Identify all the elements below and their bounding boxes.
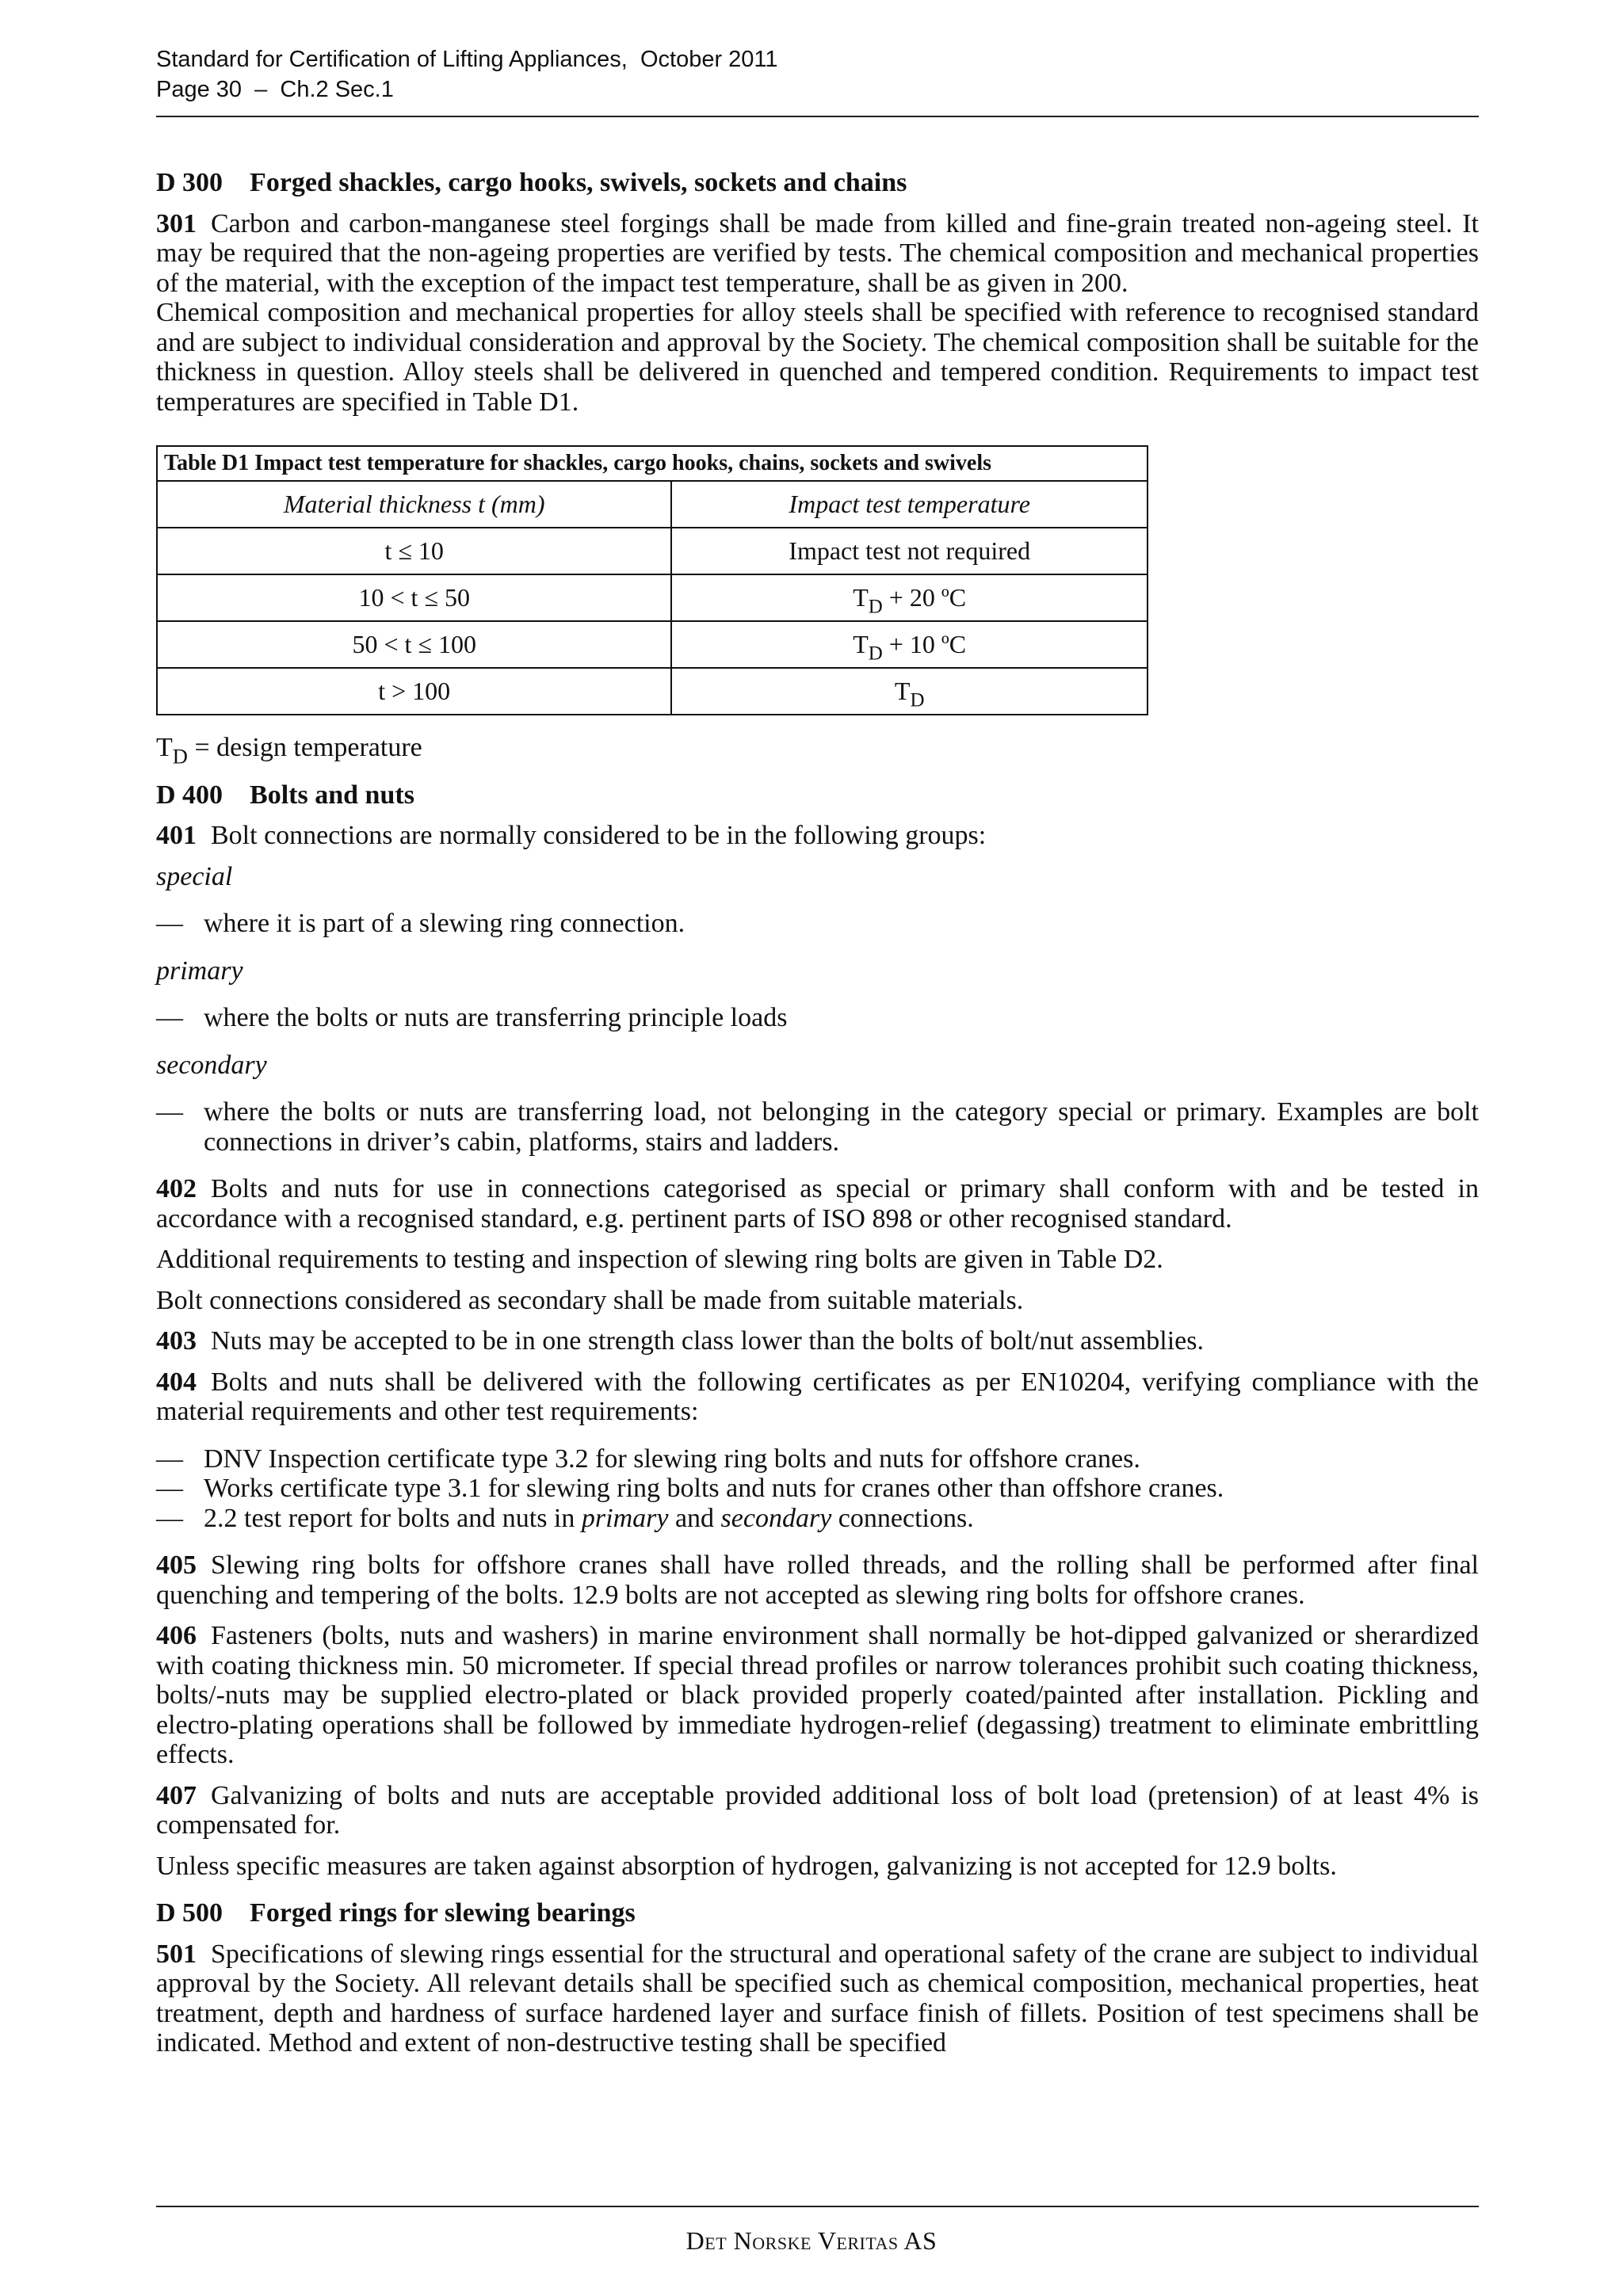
- temp-subscript: D: [868, 596, 883, 618]
- temp-subscript: D: [868, 643, 883, 665]
- note-symbol: T: [156, 733, 173, 762]
- temp-offset: + 20 ºC: [882, 582, 967, 612]
- cell-temperature: [671, 574, 1148, 621]
- table-row: [157, 528, 1148, 574]
- paragraph-403: [156, 1326, 1479, 1356]
- paragraph-401: [156, 821, 1479, 851]
- certificate-item: [156, 1504, 1479, 1534]
- paragraph-text: Galvanizing of bolts and nuts are acceptable provided additional loss of bolt load (pretension) of at least 4% is compensated for.: [156, 1780, 1479, 1840]
- temp-offset: + 10 ºC: [882, 629, 967, 658]
- paragraph-number: 402: [156, 1174, 197, 1203]
- paragraph-407b: Unless specific measures are taken against absorption of hydrogen, galvanizing is not accepted for 12.9 bolts.: [156, 1851, 1337, 1881]
- paragraph-406: [156, 1621, 1479, 1770]
- paragraph-text: Slewing ring bolts for offshore cranes shall have rolled threads, and the rolling shall be performed after final quenching and tempering of the bolts. 12.9 bolts are not accepted as slewing ring bolts for offshore cranes.: [156, 1550, 1479, 1610]
- paragraph-text: Bolt connections are normally considered to be in the following groups:: [211, 821, 987, 850]
- page-footer: Det Norske Veritas AS: [685, 2226, 938, 2255]
- table-caption-row: [157, 446, 1148, 481]
- cell-temperature: [671, 621, 1148, 668]
- paragraph-number: 407: [156, 1780, 197, 1810]
- cert-text: and: [668, 1503, 721, 1533]
- table-row: [157, 574, 1148, 621]
- paragraph-501: [156, 1939, 1479, 2058]
- cell-temperature: [671, 668, 1148, 715]
- paragraph-text: Nuts may be accepted to be in one strength class lower than the bolts of bolt/nut assemblies.: [211, 1326, 1204, 1356]
- note-subscript: D: [172, 744, 188, 769]
- paragraph-402: [156, 1174, 1479, 1234]
- temp-subscript: D: [910, 689, 925, 711]
- section-heading-d400: D 400 Bolts and nuts: [156, 780, 414, 810]
- column-header-thickness: Material thickness t (mm): [157, 481, 671, 528]
- cert-text: connections.: [831, 1503, 974, 1533]
- group-label-special: special: [156, 861, 233, 891]
- group-item-secondary: — where the bolts or nuts are transferring load, not belonging in the category special or primary. Examples are bolt connections in driver’s cabin, platforms, stairs and ladders.: [156, 1097, 1479, 1157]
- cert-term-secondary: secondary: [720, 1503, 832, 1533]
- footer-rule: [156, 2206, 1479, 2207]
- temp-symbol: T: [894, 676, 911, 705]
- paragraph-405: [156, 1550, 1479, 1610]
- paragraph-number: 404: [156, 1367, 197, 1397]
- temp-symbol: T: [853, 629, 869, 658]
- paragraph-text: Specifications of slewing rings essential for the structural and operational safety of the crane are subject to individual approval by the Society. All relevant details shall be specified such as chemical composition, mechanical properties, heat treatment, depth and hardness of surface hardened layer and surface finish of fillets. Position of test specimens shall be indicated. Method and extent of non-destructive testing shall be specified: [156, 1939, 1479, 2058]
- cell-thickness: t ≤ 10: [157, 528, 671, 574]
- table-row: [157, 621, 1148, 668]
- paragraph-number: 403: [156, 1326, 197, 1356]
- cell-thickness: t > 100: [157, 668, 671, 715]
- group-item-primary: — where the bolts or nuts are transferring principle loads: [156, 1003, 1479, 1033]
- paragraph-text: Fasteners (bolts, nuts and washers) in marine environment shall normally be hot-dipped galvanized or sherardized with coating thickness min. 50 micrometer. If special thread profiles or narrow tolerances prohibit such coating thickness, bolts/-nuts may be supplied electro-plated or black provided properly coated/painted after installation. Pickling and electro-plating operations shall be followed by immediate hydrogen-relief (degassing) treatment to eliminate embrittling effects.: [156, 1621, 1479, 1769]
- group-item-special: — where it is part of a slewing ring connection.: [156, 909, 1479, 939]
- paragraph-404: [156, 1367, 1479, 1427]
- paragraph-number: 301: [156, 208, 197, 238]
- section-heading-d500: D 500 Forged rings for slewing bearings: [156, 1898, 636, 1928]
- section-heading-d300: D 300 Forged shackles, cargo hooks, swivels, sockets and chains: [156, 168, 907, 197]
- paragraph-text: Bolts and nuts shall be delivered with the following certificates as per EN10204, verifying compliance with the material requirements and other test requirements:: [156, 1367, 1479, 1426]
- column-header-temperature: Impact test temperature: [671, 481, 1148, 528]
- paragraph-number: 405: [156, 1550, 197, 1580]
- group-label-primary: primary: [156, 955, 243, 986]
- header-rule: [156, 116, 1479, 117]
- table-header-row: [157, 481, 1148, 528]
- table-caption: Table D1 Impact test temperature for shackles, cargo hooks, chains, sockets and swivels: [157, 446, 1148, 481]
- cert-text: 2.2 test report for bolts and nuts in: [204, 1503, 582, 1533]
- paragraph-number: 501: [156, 1939, 197, 1969]
- paragraph-301: [156, 209, 1479, 299]
- table-d1: [156, 445, 1148, 715]
- paragraph-text: Bolts and nuts for use in connections categorised as special or primary shall conform with and be tested in accordance with a recognised standard, e.g. pertinent parts of ISO 898 or other recognised standard.: [156, 1174, 1479, 1234]
- cell-thickness: 10 < t ≤ 50: [157, 574, 671, 621]
- table-row: [157, 668, 1148, 715]
- group-label-secondary: secondary: [156, 1050, 267, 1080]
- paragraph-402b: Additional requirements to testing and inspection of slewing ring bolts are given in Table D2.: [156, 1245, 1163, 1274]
- header-page-info: Page 30 – Ch.2 Sec.1: [156, 77, 394, 102]
- cert-term-primary: primary: [581, 1503, 669, 1533]
- header-title: Standard for Certification of Lifting Appliances, October 2011: [156, 47, 778, 72]
- temp-symbol: T: [853, 582, 869, 612]
- cell-thickness: 50 < t ≤ 100: [157, 621, 671, 668]
- certificate-item: — Works certificate type 3.1 for slewing ring bolts and nuts for cranes other than offshore cranes.: [156, 1474, 1479, 1504]
- paragraph-number: 406: [156, 1621, 197, 1650]
- page-header: [156, 44, 778, 105]
- table-note: [156, 733, 1479, 769]
- temp-value: Impact test not required: [789, 536, 1031, 565]
- note-text: = design temperature: [187, 733, 422, 762]
- certificate-item: — DNV Inspection certificate type 3.2 for slewing ring bolts and nuts for offshore cranes.: [156, 1444, 1479, 1474]
- paragraph-301b: Chemical composition and mechanical properties for alloy steels shall be specified with reference to recognised standard and are subject to individual consideration and approval by the Society. The chemical composition shall be suitable for the thickness in question. Alloy steels shall be delivered in quenched and tempered condition. Requirements to impact test temperatures are specified in Table D1.: [156, 298, 1479, 417]
- paragraph-text: Carbon and carbon-manganese steel forgings shall be made from killed and fine-grain treated non-ageing steel. It may be required that the non-ageing properties are verified by tests. The chemical composition and mechanical properties of the material, with the exception of the impact test temperature, shall be as given in 200.: [156, 208, 1479, 298]
- paragraph-402c: Bolt connections considered as secondary shall be made from suitable materials.: [156, 1285, 1024, 1315]
- paragraph-407: [156, 1781, 1479, 1840]
- paragraph-number: 401: [156, 821, 197, 850]
- main-content: [156, 168, 1479, 2058]
- cell-temperature: [671, 528, 1148, 574]
